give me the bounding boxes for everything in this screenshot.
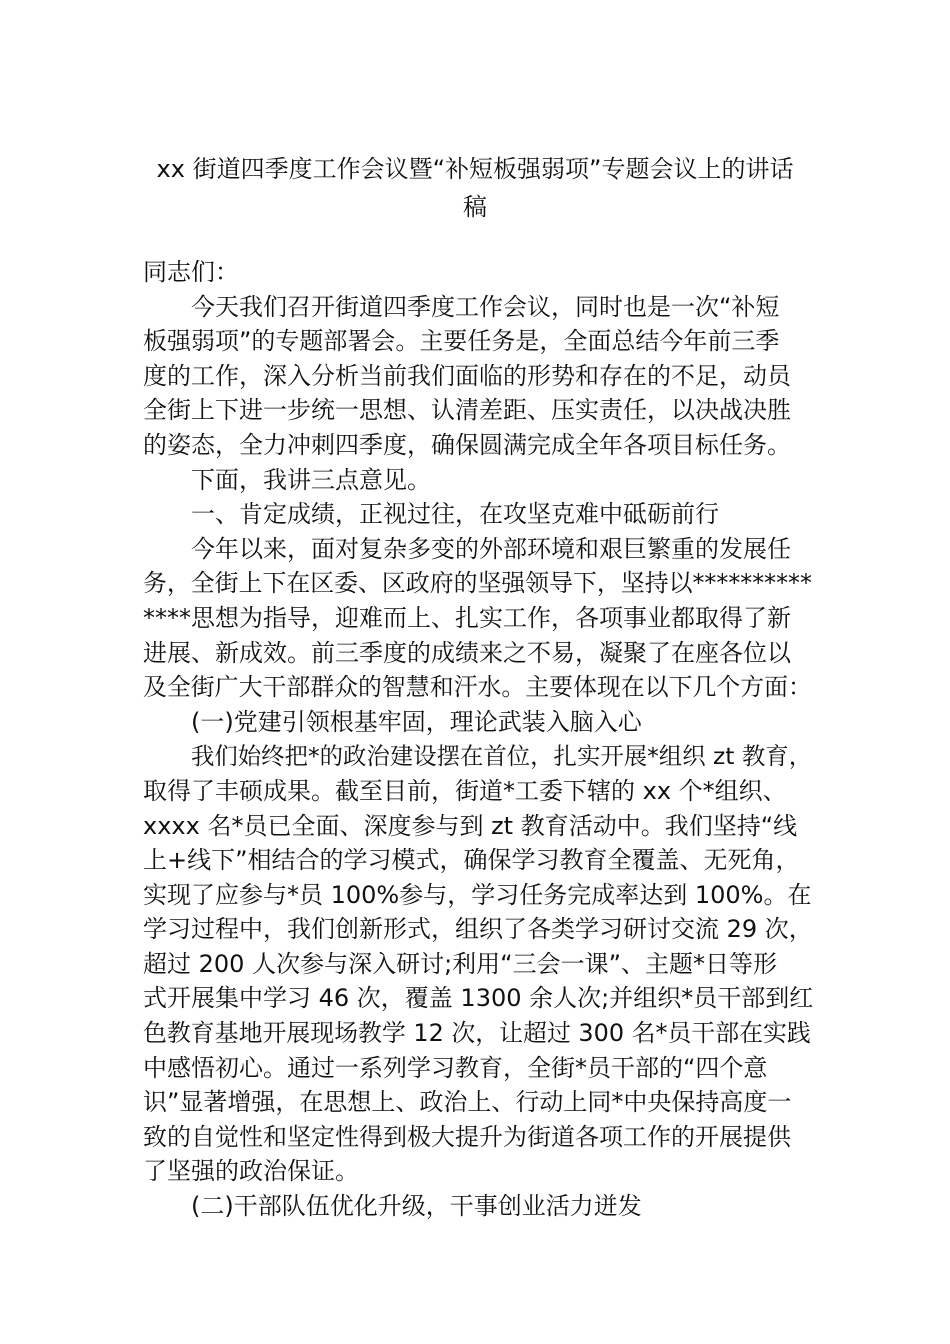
body-line: 板强弱项”的专题部署会。主要任务是，全面总结今年前三季	[143, 327, 780, 356]
body-line: 务，全街上下在区委、区政府的坚强领导下，坚持以**********	[143, 569, 812, 598]
body-line: 取得了丰硕成果。截至目前，街道*工委下辖的 xx 个*组织、	[143, 776, 787, 805]
body-line: 进展、新成效。前三季度的成绩来之不易，凝聚了在座各位以	[143, 638, 791, 667]
body-line: 我们始终把*的政治建设摆在首位，扎实开展*组织 zt 教育，	[191, 742, 813, 771]
body-line: 及全街广大干部群众的智慧和汗水。主要体现在以下几个方面：	[143, 673, 812, 702]
body-line: 致的自觉性和坚定性得到极大提升为街道各项工作的开展提供	[143, 1122, 791, 1151]
body-line: 超过 200 人次参与深入研讨;利用“三会一课”、主题*日等形	[143, 949, 778, 978]
body-line: ****思想为指导，迎难而上、扎实工作，各项事业都取得了新	[143, 603, 791, 632]
body-line: 实现了应参与*员 100%参与，学习任务完成率达到 100%。在	[143, 880, 812, 909]
document-body	[143, 255, 813, 1224]
body-line: 的姿态，全力冲刺四季度，确保圆满完成全年各项目标任务。	[143, 430, 791, 459]
body-line: (一)党建引领根基牢固，理论武装入脑入心	[191, 707, 642, 736]
body-line: 了坚强的政治保证。	[143, 1157, 359, 1186]
body-line: 今年以来，面对复杂多变的外部环境和艰巨繁重的发展任	[191, 534, 791, 563]
body-line: 同志们：	[143, 258, 239, 286]
title-line-1: xx 街道四季度工作会议暨“补短板强弱项”专题会议上的讲话	[156, 155, 794, 183]
body-line: 上+线下”相结合的学习模式，确保学习教育全覆盖、无死角，	[143, 846, 800, 875]
body-line: 一、肯定成绩，正视过往，在攻坚克难中砥砺前行	[191, 500, 719, 529]
body-line: xxxx 名*员已全面、深度参与到 zt 教育活动中。我们坚持“线	[143, 811, 798, 840]
body-line: 下面，我讲三点意见。	[191, 465, 431, 494]
body-line: 全街上下进一步统一思想、认清差距、压实责任，以决战决胜	[143, 396, 791, 425]
body-line: 今天我们召开街道四季度工作会议，同时也是一次“补短	[191, 292, 780, 321]
body-line: (二)干部队伍优化升级，干事创业活力迸发	[191, 1192, 642, 1221]
document-title	[140, 150, 810, 226]
body-line: 度的工作，深入分析当前我们面临的形势和存在的不足，动员	[143, 361, 791, 390]
body-line: 色教育基地开展现场教学 12 次，让超过 300 名*员干部在实践	[143, 1019, 811, 1048]
body-line: 中感悟初心。通过一系列学习教育，全街*员干部的“四个意	[143, 1053, 768, 1082]
body-line: 学习过程中，我们创新形式，组织了各类学习研讨交流 29 次，	[143, 915, 813, 944]
title-line-2: 稿	[463, 193, 487, 221]
body-line: 式开展集中学习 46 次，覆盖 1300 余人次;并组织*员干部到红	[143, 984, 814, 1013]
body-line: 识”显著增强，在思想上、政治上、行动上同*中央保持高度一	[143, 1088, 792, 1117]
